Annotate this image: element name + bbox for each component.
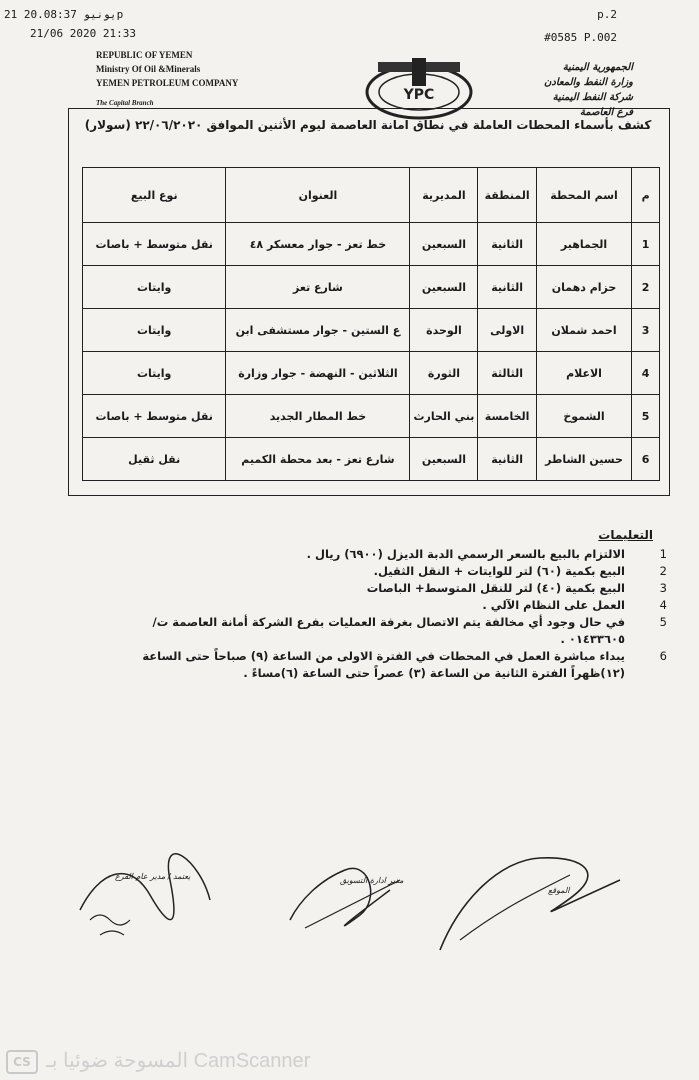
cell-number: 5 (632, 395, 660, 438)
instruction-number: 4 (659, 598, 667, 612)
header-address: العنوان (226, 168, 410, 223)
fax-timestamp-2: 21/06 2020 21:33 (30, 27, 136, 40)
cell-address: الثلاثين - النهضة - جوار وزارة (226, 352, 410, 395)
fax-document-reference: #0585 P.002 (544, 31, 617, 44)
fax-header-left (4, 8, 136, 46)
cell-station-name: الشموخ (536, 395, 631, 438)
cell-zone: الثانية (478, 266, 536, 309)
instruction-item (105, 597, 667, 614)
header-sale-type: نوع البيع (83, 168, 226, 223)
instruction-item (105, 563, 667, 580)
header-station-name: اسم المحطة (536, 168, 631, 223)
cell-station-name: حزام دهمان (536, 266, 631, 309)
cell-directorate: الوحدة (410, 309, 478, 352)
cell-address: شارع تعز - بعد محطة الكميم (226, 438, 410, 481)
cell-directorate: السبعين (410, 266, 478, 309)
letterhead-en-ministry: Ministry Of Oil &Minerals (96, 64, 201, 74)
instruction-item (105, 648, 667, 682)
signature-label-middle: مدير ادارة التسويق (340, 876, 404, 885)
letterhead-en-company: YEMEN PETROLEUM COMPANY (96, 78, 239, 88)
instruction-text: في حال وجود أي مخالفة يتم الاتصال بغرفة العمليات بفرع الشركة أمانة العاصمة ت/٠١٤٣٣٦٠٥ . (152, 615, 625, 646)
instruction-number: 6 (659, 649, 667, 663)
letterhead-en-branch: The Capital Branch (96, 99, 154, 107)
table-row (83, 266, 660, 309)
letterhead-ar-branch: فرع العاصمة (579, 107, 633, 118)
letterhead-english (96, 48, 238, 110)
table-row (83, 395, 660, 438)
cell-sale-type: وايتات (83, 266, 226, 309)
cell-address: شارع تعز (226, 266, 410, 309)
instruction-number: 2 (659, 564, 667, 578)
camscanner-badge: CS (6, 1050, 38, 1074)
letterhead-en-republic: REPUBLIC OF YEMEN (96, 50, 193, 60)
stations-table (82, 167, 660, 481)
header-zone: المنطقة (478, 168, 536, 223)
cell-address: خط تعز - جوار معسكر ٤٨ (226, 223, 410, 266)
cell-address: ع الستين - جوار مستشفى ابن (226, 309, 410, 352)
logo-text: YPC (403, 87, 435, 103)
cell-number: 6 (632, 438, 660, 481)
instruction-text: البيع بكمية (٤٠) لتر للنقل المتوسط+ الباصات (366, 581, 625, 595)
instruction-item (105, 580, 667, 597)
cell-address: خط المطار الجديد (226, 395, 410, 438)
instruction-item (105, 546, 667, 563)
instruction-text: البيع بكمية (٦٠) لتر للوايتات + النقل الثقيل. (373, 564, 625, 578)
document-title: كشف بأسماء المحطات العاملة في نطاق امانة العاصمة ليوم الأثنين الموافق ٢٢/٠٦/٢٠٢٠ (سولار) (84, 118, 652, 132)
fax-page-number: p.2 (597, 8, 617, 21)
cell-station-name: احمد شملان (536, 309, 631, 352)
table-row (83, 438, 660, 481)
header-directorate: المديرية (410, 168, 478, 223)
instruction-text: العمل على النظام الآلي . (482, 598, 625, 612)
table-header-row (83, 168, 660, 223)
cell-directorate: بني الحارث (410, 395, 478, 438)
signature-label-right: الموقع (548, 886, 570, 895)
cell-sale-type: وايتات (83, 352, 226, 395)
fax-header-right (544, 8, 617, 54)
cell-number: 4 (632, 352, 660, 395)
cell-station-name: الجماهير (536, 223, 631, 266)
cell-zone: الاولى (478, 309, 536, 352)
table-row (83, 309, 660, 352)
instruction-number: 3 (659, 581, 667, 595)
instructions-list (105, 546, 667, 682)
signature-right (440, 858, 620, 950)
instruction-number: 5 (659, 615, 667, 629)
cell-station-name: حسين الشاطر (536, 438, 631, 481)
instruction-text: يبداء مباشرة العمل في المحطات في الفترة الاولى من الساعة (٩) صباحاً حتى الساعة (١٢)ظهراً الفترة الثانية من الساعة (٣) عصراً حتى الساعة (٦)مساءً . (142, 649, 625, 680)
instructions-title: التعليمات (598, 528, 653, 542)
fax-timestamp-1: 21 يونيو 20.08:37p (4, 8, 124, 21)
cell-sale-type: نقل ثقيل (83, 438, 226, 481)
letterhead-ar-ministry: وزارة النفط والمعادن (544, 77, 633, 88)
letterhead-ar-republic: الجمهورية اليمنية (562, 62, 633, 73)
camscanner-watermark (6, 1048, 426, 1074)
cell-sale-type: نقل متوسط + باصات (83, 223, 226, 266)
cell-zone: الثالثة (478, 352, 536, 395)
header-number: م (632, 168, 660, 223)
signature-left (80, 854, 210, 920)
instruction-item (105, 614, 667, 648)
cell-number: 3 (632, 309, 660, 352)
instruction-number: 1 (659, 547, 667, 561)
cell-number: 1 (632, 223, 660, 266)
cell-zone: الخامسة (478, 395, 536, 438)
cell-sale-type: وايتات (83, 309, 226, 352)
table-row (83, 352, 660, 395)
instruction-text: الالتزام بالبيع بالسعر الرسمي الدبة الديزل (٦٩٠٠) ريال . (306, 547, 625, 561)
camscanner-text: المسوحة ضوئيا بـ CamScanner (46, 1050, 311, 1072)
cell-zone: الثانية (478, 438, 536, 481)
cell-number: 2 (632, 266, 660, 309)
cell-sale-type: نقل متوسط + باصات (83, 395, 226, 438)
signature-label-left: يعتمد / مدير عام الفرع (115, 872, 191, 881)
cell-station-name: الاعلام (536, 352, 631, 395)
table-row (83, 223, 660, 266)
cell-directorate: الثورة (410, 352, 478, 395)
letterhead-ar-company: شركة النفط اليمنية (552, 92, 633, 103)
cell-directorate: السبعين (410, 223, 478, 266)
cell-directorate: السبعين (410, 438, 478, 481)
signatures-area (60, 840, 660, 970)
cell-zone: الثانية (478, 223, 536, 266)
